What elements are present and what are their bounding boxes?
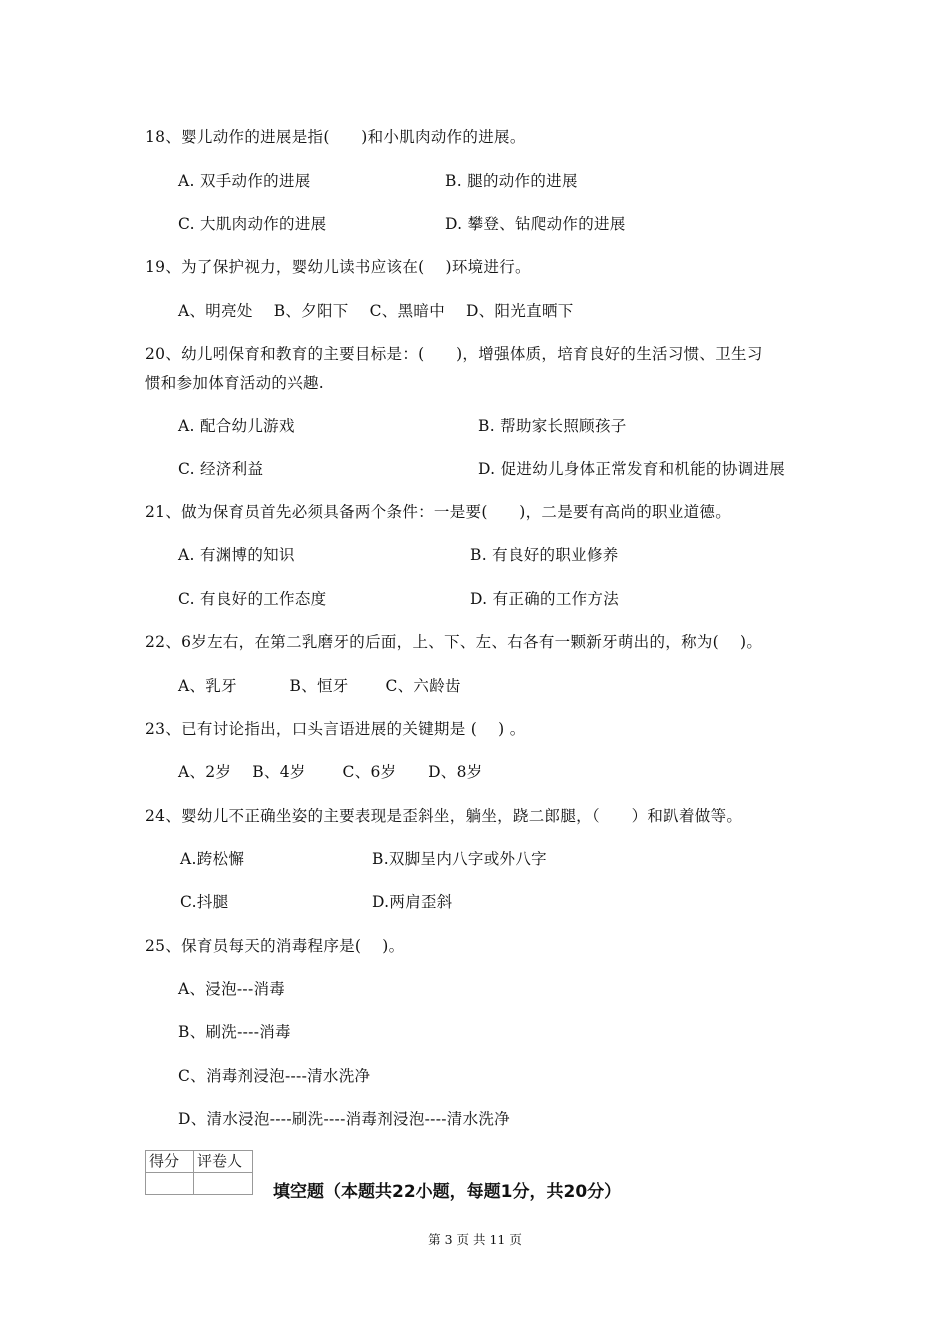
grader-header-cell: 评卷人 [194, 1151, 253, 1173]
question-18-stem: 18、婴儿动作的进展是指( )和小肌肉动作的进展。 [145, 128, 526, 146]
question-23-options: A、2岁 B、4岁 C、6岁 D、8岁 [178, 763, 483, 781]
question-20-stem-line-1: 20、幼儿吲保育和教育的主要目标是：( )，增强体质，培育良好的生活习惯、卫生习 [145, 345, 763, 363]
grader-value-cell [194, 1173, 253, 1195]
score-table-blank-row [146, 1173, 253, 1195]
question-19-options: A、明亮处 B、夕阳下 C、黑暗中 D、阳光直晒下 [178, 302, 574, 320]
question-20-option-c: C. 经济利益 [178, 460, 264, 478]
page-number-footer: 第 3 页 共 11 页 [428, 1232, 522, 1247]
question-18-option-d: D. 攀登、钻爬动作的进展 [445, 215, 626, 233]
question-25-option-a: A、浸泡---消毒 [178, 980, 286, 998]
question-20-stem-line-2: 惯和参加体育活动的兴趣. [145, 374, 325, 392]
score-value-cell [146, 1173, 194, 1195]
question-24-option-c: C.抖腿 [180, 893, 229, 911]
question-22-options: A、乳牙 B、恒牙 C、六龄齿 [178, 677, 461, 695]
score-table [145, 1150, 253, 1195]
question-21-option-b: B. 有良好的职业修养 [470, 546, 619, 564]
question-18-option-c: C. 大肌肉动作的进展 [178, 215, 327, 233]
question-24-option-b: B.双脚呈内八字或外八字 [372, 850, 547, 868]
question-21-option-c: C. 有良好的工作态度 [178, 590, 327, 608]
question-20-option-b: B. 帮助家长照顾孩子 [478, 417, 627, 435]
question-19-stem: 19、为了保护视力，婴幼儿读书应该在( )环境进行。 [145, 258, 531, 276]
question-22-stem: 22、6岁左右，在第二乳磨牙的后面，上、下、左、右各有一颗新牙萌出的，称为( )。 [145, 633, 763, 651]
question-24-option-d: D.两肩歪斜 [372, 893, 453, 911]
question-18-option-a: A. 双手动作的进展 [178, 172, 311, 190]
question-20-option-a: A. 配合幼儿游戏 [178, 417, 295, 435]
question-18-option-b: B. 腿的动作的进展 [445, 172, 578, 190]
question-25-option-c: C、消毒剂浸泡----清水洗净 [178, 1067, 371, 1085]
question-25-option-b: B、刷洗----消毒 [178, 1023, 291, 1041]
section-title: 填空题（本题共22小题，每题1分，共20分） [273, 1182, 622, 1202]
question-21-option-d: D. 有正确的工作方法 [470, 590, 620, 608]
question-21-stem: 21、做为保育员首先必须具备两个条件：一是要( )，二是要有高尚的职业道德。 [145, 503, 732, 521]
question-23-stem: 23、已有讨论指出，口头言语进展的关键期是 ( ) 。 [145, 720, 526, 738]
question-20-option-d: D. 促进幼儿身体正常发育和机能的协调进展 [478, 460, 786, 478]
question-21-option-a: A. 有渊博的知识 [178, 546, 295, 564]
score-header-cell: 得分 [146, 1151, 194, 1173]
question-24-stem: 24、婴幼儿不正确坐姿的主要表现是歪斜坐，躺坐，跷二郎腿，（ ）和趴着做等。 [145, 807, 743, 825]
question-24-option-a: A.跨松懈 [180, 850, 245, 868]
question-25-stem: 25、保育员每天的消毒程序是( )。 [145, 937, 405, 955]
score-table-header-row [146, 1151, 253, 1173]
question-25-option-d: D、清水浸泡----刷洗----消毒剂浸泡----清水洗净 [178, 1110, 510, 1128]
